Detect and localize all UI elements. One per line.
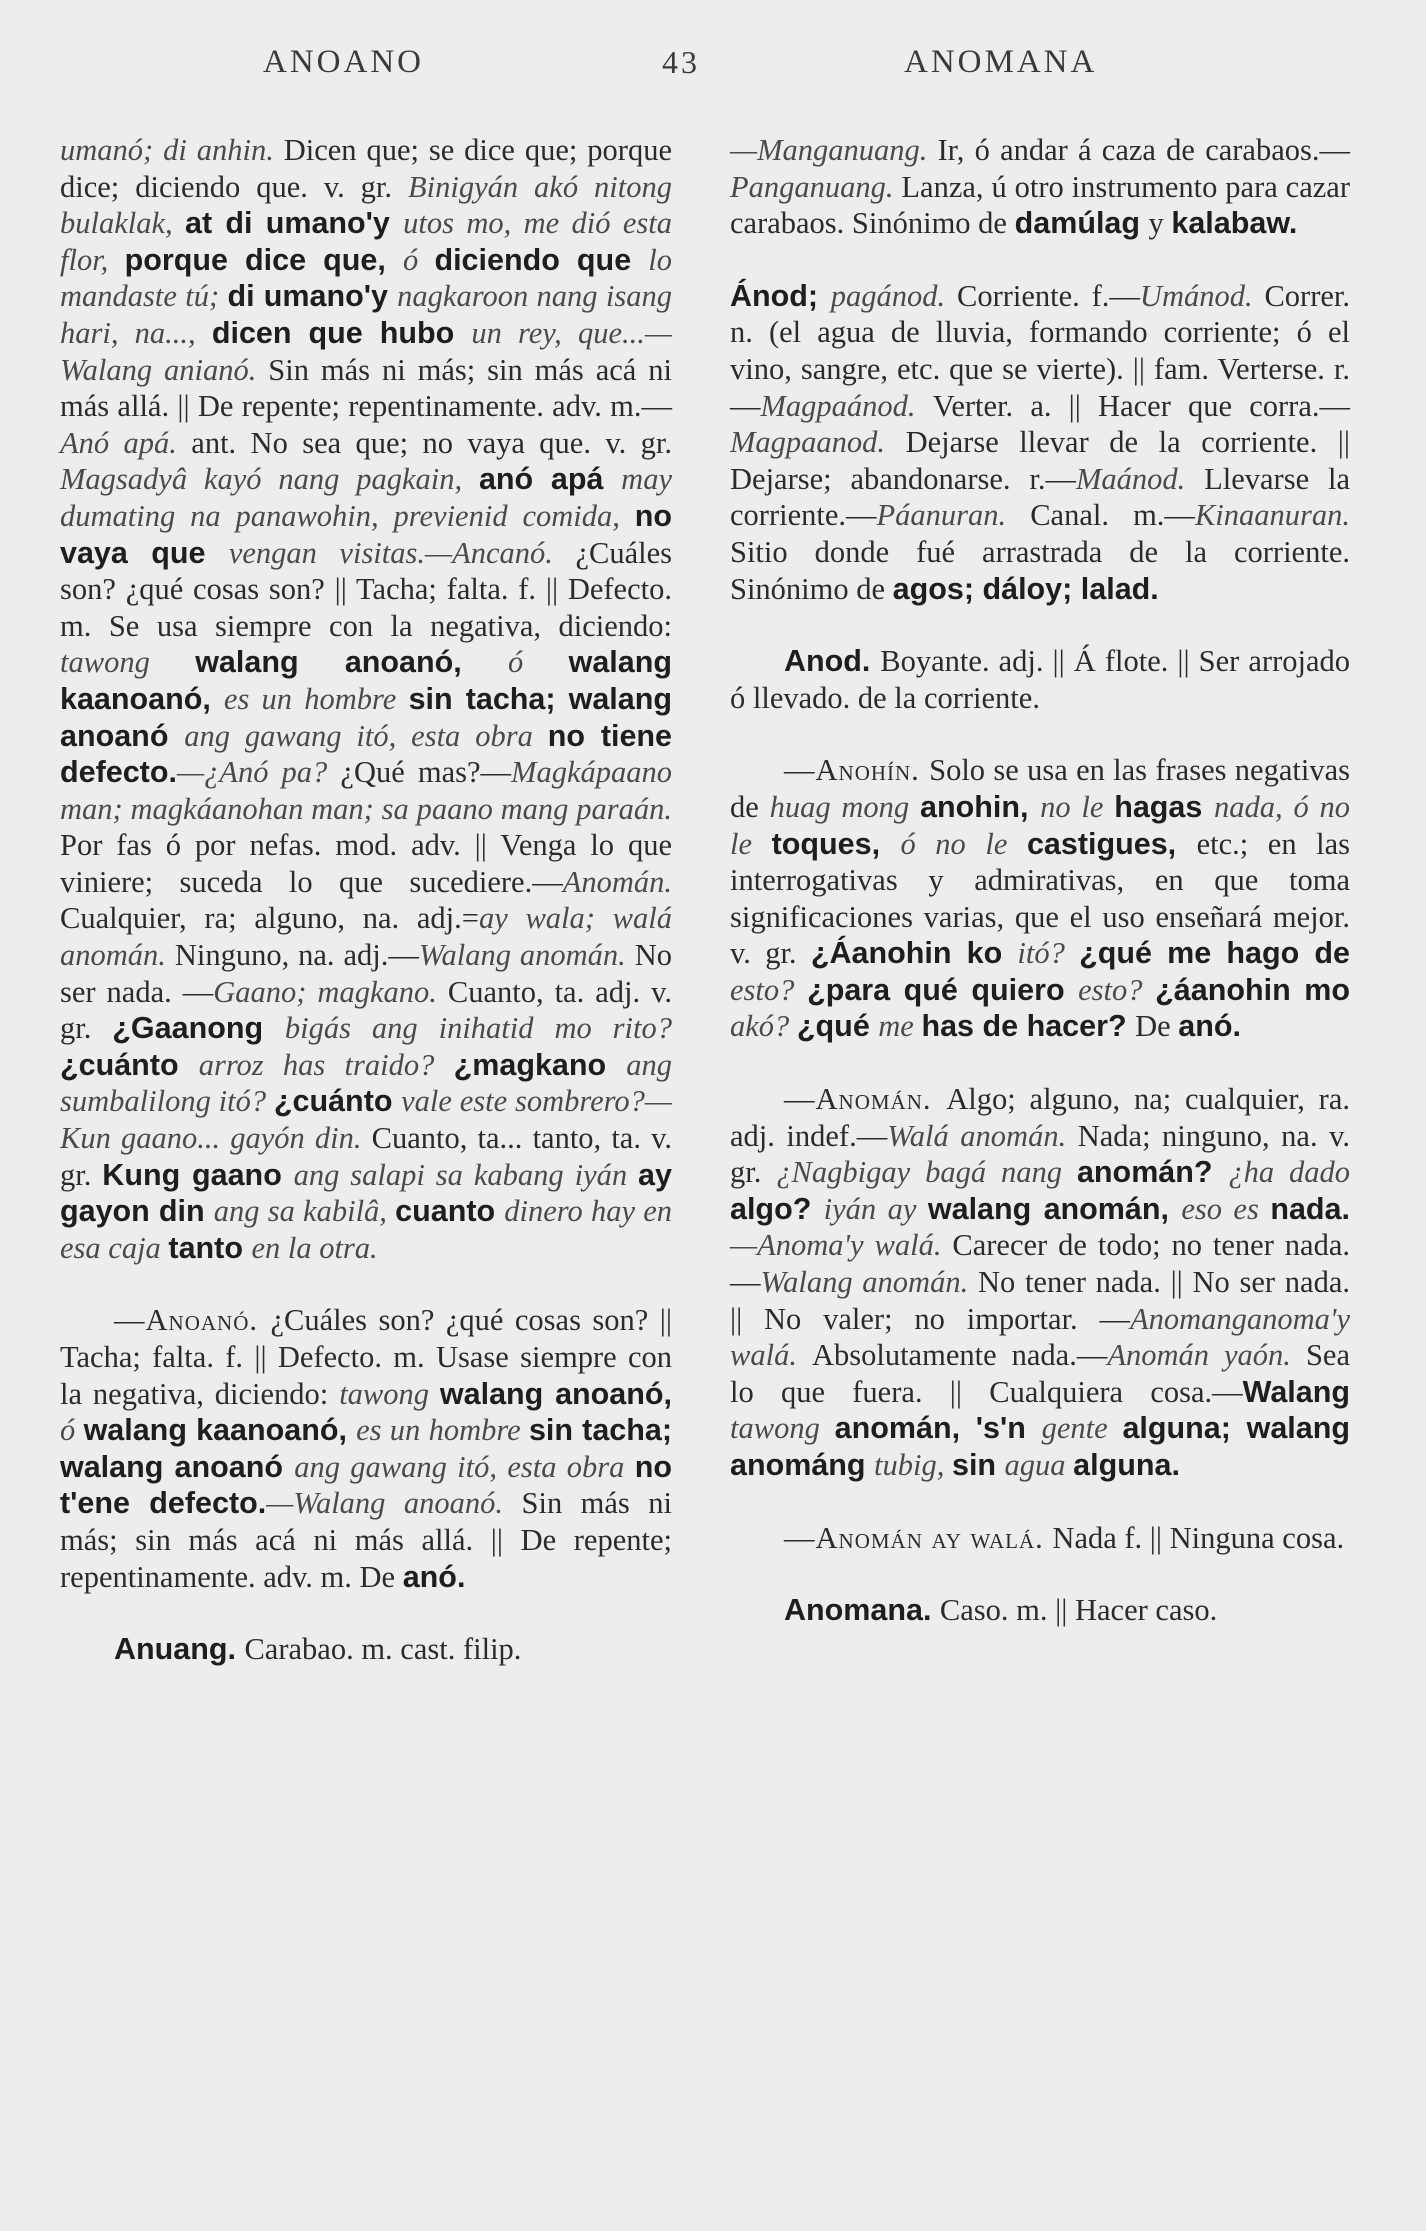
entry-text: Magkápaano man; magkáanohan man; sa paano mang paraán.: [60, 755, 672, 826]
entry-text: arroz has traido?: [198, 1047, 454, 1082]
headword-text: ay gayon din: [60, 1157, 672, 1229]
entry-text: esto?: [730, 972, 808, 1007]
entry-text: Llevarse la corriente.—: [730, 461, 1350, 533]
dictionary-entry-anoano-cont: [60, 132, 672, 1266]
headword-text: castigues,: [1026, 826, 1197, 861]
entry-text: ó: [507, 645, 569, 680]
entry-text: ang gawang itó, esta obra: [294, 1449, 635, 1484]
entry-text: Nada f. || Ninguna cosa.: [1052, 1520, 1345, 1555]
headword-text: ¿cuánto: [60, 1047, 199, 1082]
headword-text: hagas: [1114, 789, 1215, 824]
entry-text: ¿Cuáles son? ¿qué cosas son? || Tacha; falta. f. || Defecto. m. Se usa siempre con la negativa, diciendo:: [60, 535, 672, 643]
headword-text: ¿áanohin mo: [1155, 972, 1350, 1007]
headword-text: anomán?: [1076, 1155, 1229, 1190]
headword-text: Walang: [1242, 1374, 1350, 1409]
entry-text: —Anomán.: [784, 1082, 947, 1117]
entry-text: Verter. a. || Hacer que corra.—: [932, 388, 1350, 423]
dictionary-entry-anuang-cont: [730, 132, 1350, 242]
entry-text: Magpaanod.: [730, 425, 906, 460]
entry-text: esto?: [1078, 972, 1156, 1007]
headword-text: algo?: [730, 1191, 824, 1226]
headword-text: Ánod;: [730, 278, 831, 313]
entry-text: Cuanto, ta. adj. v. gr.: [60, 974, 672, 1046]
entry-text: Caso. m. || Hacer caso.: [939, 1593, 1218, 1628]
entry-text: ang sumbalilong itó?: [60, 1047, 672, 1119]
entry-text: —Walang anoanó.: [266, 1486, 522, 1521]
entry-text: huag mong: [769, 789, 920, 824]
entry-text: tawong: [339, 1376, 440, 1411]
headword-text: anomán,: [834, 1411, 976, 1446]
headword-text: anohin,: [919, 789, 1041, 824]
entry-text: ó no le: [900, 826, 1027, 861]
entry-text: tawong: [60, 645, 196, 680]
entry-text: —Anohín.: [784, 753, 930, 788]
headword-text: nada.: [1270, 1191, 1350, 1226]
running-head: [0, 44, 1426, 94]
entry-text: Cualquier, ra; alguno, na. adj.=: [60, 901, 479, 936]
headword-text: Anod.: [784, 644, 881, 679]
entry-text: lo mandaste tú;: [60, 242, 672, 314]
headword-text: cuanto: [395, 1194, 505, 1229]
headword-text: ¿para qué quiero: [807, 972, 1079, 1007]
entry-text: y: [1148, 206, 1172, 241]
dictionary-entry-anohin: [730, 752, 1350, 1045]
entry-text: agua: [1004, 1448, 1074, 1482]
headword-text: anó.: [402, 1559, 466, 1594]
entry-text: Binigyán akó nitong bulaklak,: [60, 169, 672, 241]
headword-text: walang kaanoanó,: [83, 1413, 357, 1448]
headword-text: sin: [952, 1448, 1005, 1482]
entry-text: Absolutamente nada.—: [811, 1338, 1108, 1373]
entry-text: un rey, que...—Walang anianó.: [60, 315, 672, 387]
entry-text: nada, ó no le: [730, 789, 1350, 861]
entry-text: Sea lo que fuera. || Cualquiera cosa.—: [730, 1338, 1350, 1409]
headword-text: Anuang.: [114, 1632, 245, 1667]
entry-text: gente: [1041, 1411, 1123, 1446]
entry-text: may dumating na panawohin, previenid comida,: [60, 462, 672, 533]
entry-text: ay wala; walá anomán.: [60, 901, 672, 973]
dictionary-entry-anoman: [730, 1081, 1350, 1484]
headword-text: di umano'y: [227, 279, 398, 314]
dictionary-entry-anoano-sub: [60, 1302, 672, 1595]
headword-text: no tiene defecto.: [60, 718, 673, 790]
headword-text: dicen que hubo: [211, 315, 472, 350]
entry-text: Anó apá.: [60, 425, 192, 460]
headword-text: alguna; walang anománg: [730, 1411, 1350, 1482]
entry-text: ¿Qué mas?—: [340, 755, 512, 790]
entry-text: Boyante. adj. || Á flote. || Ser arrojado ó llevado. de la corriente.: [730, 644, 1350, 715]
entry-text: —¿Anó pa?: [176, 755, 341, 790]
entry-text: pagánod.: [830, 278, 957, 313]
entry-text: ¿Nagbigay bagá nang: [776, 1155, 1077, 1190]
entry-text: Walang anomán.: [418, 938, 635, 973]
headword-text: at di umano'y: [185, 206, 404, 241]
entry-text: Panganuang.: [730, 169, 902, 204]
entry-text: iyán ay: [823, 1191, 928, 1226]
entry-text: Canal. m.—: [1030, 498, 1195, 533]
entry-text: Correr. n. (el agua de lluvia, formando corriente; ó el vino, sangre, etc. que se vierte). || fam. Verterse. r.—: [730, 278, 1350, 423]
entry-text: Kinaanuran.: [1194, 498, 1350, 533]
right-column: [730, 132, 1350, 1629]
headword-text: ¿Gaanong: [112, 1011, 285, 1046]
entry-text: Cuanto, ta... tanto, ta. v. gr.: [60, 1121, 672, 1192]
left-column: [60, 132, 672, 1668]
entry-text: Páanuran.: [876, 498, 1031, 533]
entry-text: —Anomán ay walá.: [784, 1520, 1053, 1555]
headword-text: anó apá: [478, 462, 622, 497]
entry-text: ang gawang itó, esta obra: [184, 718, 548, 753]
entry-text: Umánod.: [1139, 278, 1265, 313]
entry-text: vale este sombrero?—Kun gaano... gayón din.: [60, 1084, 672, 1156]
entry-text: utos mo, me dió esta flor,: [60, 206, 672, 277]
headword-text: toques,: [771, 826, 901, 861]
entry-text: ang salapi sa kabang iyán: [293, 1157, 639, 1192]
headword-text: sin tacha; walang anoanó: [60, 1413, 673, 1484]
entry-text: Sin más ni más; sin más acá ni más allá. || De repente; repentinamente. adv. m.—: [60, 352, 672, 424]
headword-text: kalabaw.: [1171, 206, 1298, 241]
entry-text: Sitio donde fué arrastrada de la corriente. Sinónimo de: [730, 534, 1350, 606]
entry-text: No ser nada. —: [60, 938, 672, 1009]
headword-text: 's'n: [975, 1411, 1042, 1446]
entry-text: ó: [60, 1413, 84, 1448]
dictionary-entry-anuang: [60, 1631, 672, 1668]
header-right-word: ANOMANA: [904, 44, 1098, 80]
headword-text: Kung gaano: [102, 1157, 294, 1192]
entry-text: Solo se usa en las frases negativas de: [730, 753, 1350, 824]
headword-text: walang anoanó,: [439, 1376, 672, 1411]
entry-text: es un hombre: [356, 1413, 529, 1448]
entry-text: dinero hay en esa caja: [60, 1194, 673, 1265]
headword-text: has de hacer?: [921, 1009, 1136, 1044]
headword-text: Anomana.: [784, 1593, 940, 1628]
headword-text: walang anoanó,: [195, 645, 508, 680]
entry-text: Corriente. f.—: [956, 278, 1140, 313]
entry-text: no le: [1040, 789, 1115, 824]
entry-text: nagkaroon nang isang hari, na...,: [60, 279, 672, 350]
entry-text: De: [1135, 1009, 1179, 1044]
entry-text: Carabao. m. cast. filip.: [244, 1632, 522, 1667]
entry-text: vengan visitas.—Ancanó.: [228, 535, 576, 570]
entry-text: eso es: [1181, 1191, 1271, 1226]
entry-text: ¿Cuáles son? ¿qué cosas son? || Tacha; falta. f. || Defecto. m. Usase siempre con la negativa, diciendo:: [60, 1303, 672, 1411]
headword-text: no t'ene defecto.: [60, 1449, 672, 1521]
headword-text: ¿Áanohin ko: [810, 936, 1018, 971]
entry-text: akó?: [730, 1009, 797, 1044]
entry-text: itó?: [1017, 936, 1080, 971]
headword-text: sin tacha; walang anoanó: [60, 681, 672, 753]
entry-text: Walang anomán.: [760, 1265, 978, 1300]
headword-text: anó.: [1178, 1009, 1241, 1044]
entry-text: ó: [402, 242, 435, 277]
entry-text: Por fas ó por nefas. mod. adv. || Venga lo que viniere; suceda lo que sucediere.—: [60, 828, 672, 899]
headword-text: agos; dáloy; lalad.: [892, 571, 1159, 606]
entry-text: es un hombre: [223, 681, 409, 716]
entry-text: —Anoma'y walá.: [730, 1228, 953, 1263]
entry-text: Ninguno, na. adj.—: [174, 938, 419, 973]
entry-text: Dejarse llevar de la corriente. || Dejarse; abandonarse. r.—: [730, 425, 1350, 496]
entry-text: etc.; en las interrogativas y admirativas, en que toma significaciones varias, que el uso enseñará mejor. v. gr.: [730, 826, 1351, 971]
entry-text: Magpaánod.: [760, 388, 933, 423]
entry-text: ang sa kabilâ,: [213, 1194, 396, 1229]
entry-text: —Manganuang.: [730, 133, 938, 167]
headword-text: diciendo que: [434, 242, 649, 277]
headword-text: alguna.: [1073, 1448, 1180, 1482]
entry-text: umanó; di anhin.: [60, 133, 284, 167]
dictionary-entry-anod2: [730, 643, 1350, 716]
entry-text: Carecer de todo; no tener nada.—: [730, 1228, 1350, 1300]
entry-text: Dicen que; se dice que; porque dice; diciendo que. v. gr.: [60, 133, 672, 204]
entry-text: Lanza, ú otro instrumento para cazar carabaos. Sinónimo de: [730, 169, 1350, 241]
entry-text: Walá anomán.: [887, 1118, 1078, 1153]
entry-text: Anomán.: [562, 864, 672, 899]
entry-text: Gaano; magkano.: [213, 974, 448, 1009]
entry-text: ant. No sea que; no vaya que. v. gr.: [191, 425, 672, 460]
entry-text: —Anoanó.: [114, 1303, 271, 1338]
dictionary-entry-anoman-ay-wala: [730, 1520, 1350, 1557]
entry-text: ¿ha dado: [1228, 1155, 1351, 1190]
dictionary-entry-anod: [730, 278, 1350, 607]
page-number: 43: [662, 44, 700, 80]
entry-text: tubig,: [874, 1448, 952, 1482]
entry-text: me: [878, 1009, 922, 1044]
headword-text: walang kaanoanó,: [60, 645, 672, 716]
entry-text: No tener nada. || No ser nada. || No valer; no importar. —: [730, 1265, 1351, 1336]
entry-text: Algo; alguno, na; cualquier, ra. adj. indef.—: [730, 1082, 1350, 1153]
entry-text: Magsadyâ kayó nang pagkain,: [60, 462, 479, 497]
entry-text: tawong: [730, 1411, 835, 1446]
headword-text: ¿qué me hago de: [1079, 936, 1351, 971]
headword-text: ¿qué: [796, 1009, 879, 1044]
entry-text: Anomanganoma'y walá.: [730, 1301, 1350, 1373]
dictionary-entry-anomana: [730, 1592, 1350, 1629]
entry-text: en la otra.: [251, 1230, 378, 1265]
headword-text: walang anomán,: [927, 1191, 1182, 1226]
headword-text: no vaya que: [60, 498, 672, 570]
headword-text: ¿magkano: [453, 1047, 627, 1082]
entry-text: Ir, ó andar á caza de carabaos.—: [937, 133, 1350, 167]
entry-text: bigás ang inihatid mo rito?: [284, 1011, 672, 1046]
header-left-word: ANOANO: [263, 44, 424, 80]
headword-text: ¿cuánto: [273, 1084, 402, 1119]
headword-text: damúlag: [1014, 206, 1149, 241]
headword-text: porque dice que,: [124, 242, 403, 277]
entry-text: Anomán yaón.: [1107, 1338, 1306, 1373]
entry-text: Nada; ninguno, na. v. gr.: [730, 1118, 1350, 1190]
entry-text: Maánod.: [1075, 461, 1205, 496]
headword-text: tanto: [168, 1230, 252, 1265]
entry-text: Sin más ni más; sin más acá ni más allá. || De repente; repentinamente. adv. m. De: [60, 1486, 673, 1594]
